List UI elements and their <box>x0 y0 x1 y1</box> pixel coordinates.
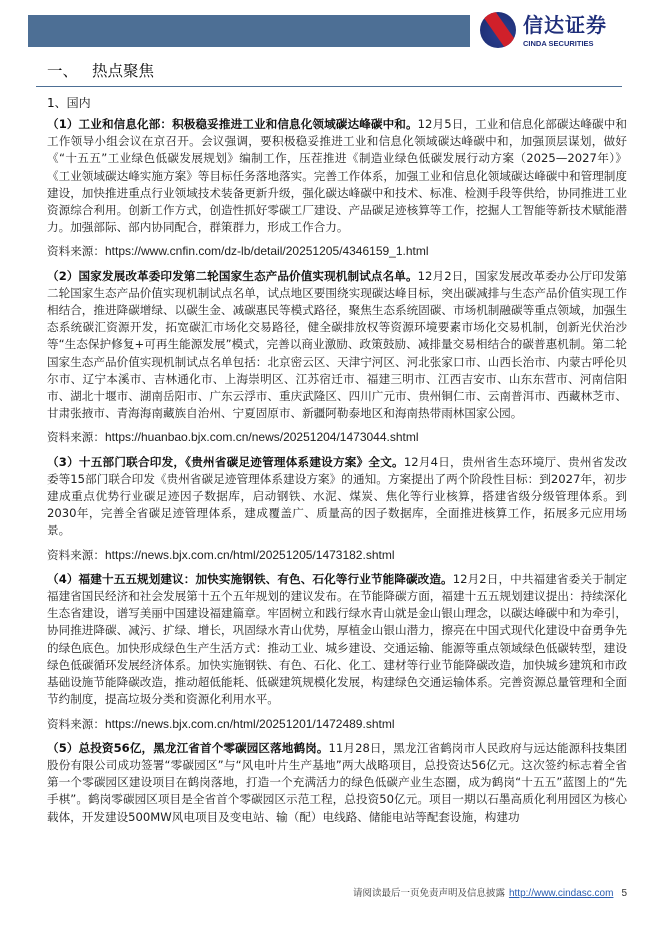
source-url[interactable]: https://www.cnfin.com/dz-lb/detail/20251205/4346159_1.html <box>104 244 429 259</box>
news-item-3 <box>47 454 627 540</box>
news-item-1 <box>47 116 627 236</box>
source-label: 资料来源： <box>47 716 105 731</box>
news-item-5 <box>47 740 627 826</box>
source-label: 资料来源： <box>47 547 105 562</box>
news-body: 11月28日，黑龙江省鹤岗市人民政府与远达能源科技集团股份有限公司成功签署“零碳园区”与“风电叶片生产基地”两大战略项目，总投资达56亿元。这次签约标志着全省第一个零碳园区建设项目在鹤岗落地，打造一个充满活力的绿色低碳产业生态圈，成为鹤岗“十五五”蓝图上的“先手棋”。鹤岗零碳园区项目是全省首个零碳园区示范工程，总投资50亿元。项目一期以石墨高质化利用园区为核心载体，开发建设500MW风电项目及变电站、输（配）电线路、储能电站等配套设施，构建功 <box>47 740 627 824</box>
logo-cn: 信达证券 <box>523 13 607 37</box>
news-source <box>47 243 627 260</box>
heading-divider <box>36 86 622 87</box>
news-body: 12月4日，贵州省生态环境厅、贵州省发改委等15部门联合印发《贵州省碳足迹管理体系建设方案》的通知。方案提出了两个阶段性目标：到2027年，初步建成重点优势行业碳足迹因子数据库，启动钢铁、水泥、煤炭、焦化等行业核算，搭建省级分级管理体系。到2030年，完善全省碳足迹管理体系，建成覆盖广、质量高的因子数据库，全面推进核算工作，拓展多元应用场景。 <box>47 454 627 538</box>
footer-disclaimer: 请阅读最后一页免责声明及信息披露 <box>352 888 505 899</box>
news-source <box>47 547 627 564</box>
source-label: 资料来源： <box>47 430 105 445</box>
page-number: 5 <box>621 888 627 899</box>
page-footer <box>353 879 627 911</box>
news-body: 12月2日，国家发展改革委办公厅印发第二轮国家生态产品价值实现机制试点名单，试点地区要围绕实现碳达峰目标，突出碳减排与生态产品价值实现工作相结合，推进降碳增绿、以碳生金、减碳惠民等模式路径，聚焦生态系统固碳、市场机制融碳等重点领域，加强生态系统碳汇资源开发，拓宽碳汇市场化交易路径，健全碳排放权等资源环境要素市场化交易机制，创新光伏治沙等“生态保护修复+可再生能源发展”模式，完善以商业激励、政策鼓励、减排量交易相结合的碳普惠机制。第二轮国家生态产品价值实现机制试点名单包括：北京密云区、天津宁河区、河北张家口市、山西长治市、内蒙古呼伦贝尔市、辽宁本溪市、吉林通化市、上海崇明区、江苏宿迁市、福建三明市、江西吉安市、山东东营市、河南信阳市、湖北十堰市、湖南岳阳市、广东云浮市、重庆武隆区、四川广元市、贵州铜仁市、云南普洱市、西藏林芝市、甘肃张掖市、青海海南藏族自治州、宁夏固原市、新疆阿勒泰地区和海南热带雨林国家公园。 <box>47 268 627 421</box>
news-lead: （4）福建十五五规划建议：加快实施钢铁、有色、石化等行业节能降碳改造。 <box>47 571 453 586</box>
news-body: 12月2日，中共福建省委关于制定福建省国民经济和社会发展第十五个五年规划的建议发布。在节能降碳方面，福建十五五规划建议提出：持续深化生态省建设，谱写美丽中国建设福建篇章。牢固树立和践行绿水青山就是金山银山理念，以碳达峰碳中和为牵引，协同推进降碳、减污、扩绿、增长，巩固绿水青山优势，厚植金山银山潜力，擦亮在中国式现代化建设中奋勇争先的绿色底色。加快形成绿色生产生活方式：推动工业、城乡建设、交通运输、能源等重点领域绿色低碳转型，建设绿色低碳循环发展经济体系。加快实施钢铁、有色、石化、化工、建材等行业节能降碳改造，加快城乡建筑和市政基础设施节能降碳改造，推动超低能耗、低碳建筑规模化发展，构建绿色交通运输体系。完善资源总量管理和全面节约制度，提高垃圾分类和资源化利用水平。 <box>47 571 627 707</box>
news-source <box>47 716 627 733</box>
news-lead: （1）工业和信息化部：积极稳妥推进工业和信息化领域碳达峰碳中和。 <box>47 117 418 131</box>
news-list <box>47 116 627 833</box>
subsection-heading: 1、国内 <box>47 96 91 110</box>
logo-en: CINDA SECURITIES <box>523 39 594 48</box>
cinda-logo <box>480 12 640 50</box>
news-lead: （5）总投资56亿，黑龙江省首个零碳园区落地鹤岗。 <box>47 740 329 755</box>
source-url[interactable]: https://news.bjx.com.cn/html/20251201/1472489.shtml <box>104 716 395 731</box>
section-title: 热点聚焦 <box>92 62 155 80</box>
source-label: 资料来源： <box>47 244 105 259</box>
news-item-2 <box>47 268 627 423</box>
section-number: 一、 <box>47 62 79 80</box>
news-lead: （3）十五部门联合印发，《贵州省碳足迹管理体系建设方案》全文。 <box>47 454 404 469</box>
page-body <box>47 116 627 911</box>
news-lead: （2）国家发展改革委印发第二轮国家生态产品价值实现机制试点名单。 <box>47 268 418 283</box>
news-item-4 <box>47 571 627 709</box>
source-url[interactable]: https://huanbao.bjx.com.cn/news/20251204/1473044.shtml <box>104 430 419 445</box>
section-heading <box>47 61 168 81</box>
source-url[interactable]: https://news.bjx.com.cn/html/20251205/1473182.shtml <box>104 547 395 562</box>
logo-mark-icon <box>480 12 516 48</box>
header-bar <box>28 15 470 47</box>
news-source <box>47 429 627 446</box>
footer-link[interactable]: http://www.cindasc.com <box>508 888 614 899</box>
news-body: 12月5日，工业和信息化部碳达峰碳中和工作领导小组会议在京召开。会议强调，要积极稳妥推进工业和信息化领域碳达峰碳中和，加强顶层谋划，做好《“十五五”工业绿色低碳发展规划》编制工作，压茬推进《制造业绿色低碳发展行动方案（2025—2027年）》《工业领域碳达峰实施方案》等目标任务落地落实。完善工作体系，加强工业和信息化领域碳达峰碳中和管理制度建设，加快推进重点行业领域技术装备更新升级，强化碳达峰碳中和技术、标准、检测手段等供给，协同推进工业资源综合利用。创新工作方式，创造性抓好零碳工厂建设、产品碳足迹核算等工作，挖掘人工智能等新技术赋能潜力。加强部际、部内协同配合，群策群力，形成工作合力。 <box>47 117 627 235</box>
